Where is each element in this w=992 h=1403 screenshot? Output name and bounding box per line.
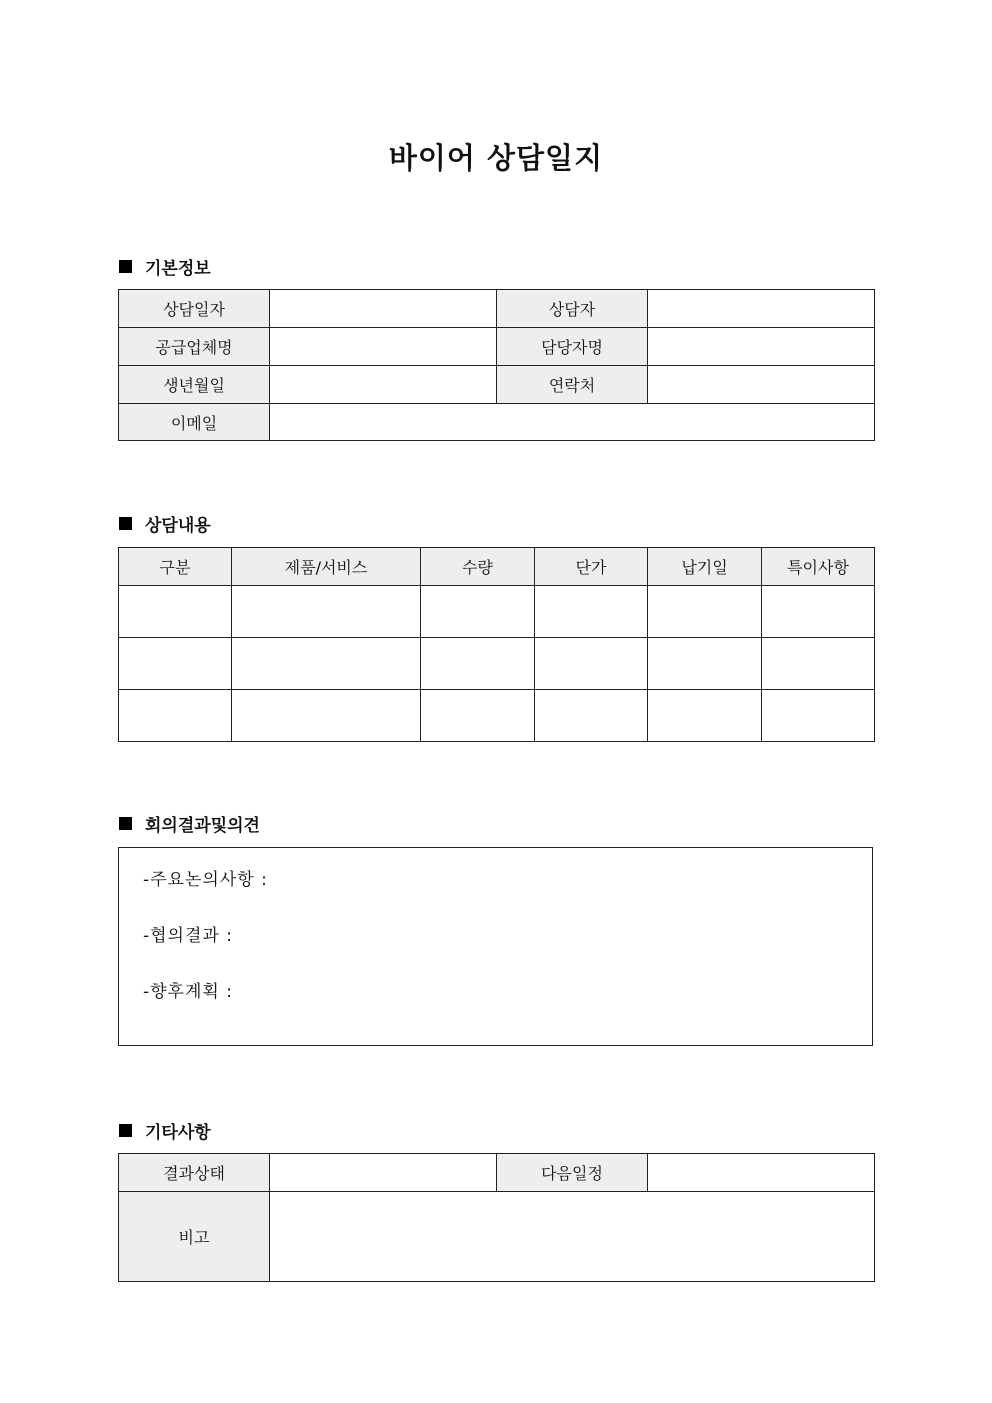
basic-info-table [118, 289, 875, 441]
table-cell[interactable] [648, 638, 762, 690]
square-bullet-icon [119, 1124, 132, 1137]
email-field[interactable] [270, 404, 875, 441]
column-header-unit-price: 단가 [535, 548, 648, 586]
meeting-notes-box[interactable] [118, 847, 873, 1046]
agreement-result-line: -협의결과 : [143, 926, 233, 946]
supplier-name-label: 공급업체명 [119, 328, 270, 366]
square-bullet-icon [119, 517, 132, 530]
next-schedule-field[interactable] [648, 1154, 875, 1192]
contact-field[interactable] [648, 366, 875, 404]
column-header-product: 제품/서비스 [232, 548, 421, 586]
table-cell[interactable] [762, 586, 875, 638]
consult-date-label: 상담일자 [119, 290, 270, 328]
table-row [119, 1154, 875, 1192]
section-heading-basic-info [119, 254, 211, 279]
remark-label: 비고 [119, 1192, 270, 1282]
column-header-remarks: 특이사항 [762, 548, 875, 586]
section-heading-label: 기타사항 [145, 1123, 211, 1143]
table-row [119, 586, 875, 638]
table-header-row [119, 548, 875, 586]
table-cell[interactable] [762, 690, 875, 742]
table-cell[interactable] [535, 638, 648, 690]
consult-table [118, 547, 875, 742]
future-plan-line: -향후계획 : [143, 982, 233, 1002]
table-cell[interactable] [535, 586, 648, 638]
table-cell[interactable] [421, 638, 535, 690]
section-heading-etc [119, 1118, 211, 1143]
consultant-label: 상담자 [497, 290, 648, 328]
section-heading-label: 상담내용 [145, 516, 211, 536]
table-cell[interactable] [421, 690, 535, 742]
square-bullet-icon [119, 817, 132, 830]
section-heading-label: 회의결과및의견 [145, 816, 260, 836]
table-row [119, 690, 875, 742]
table-cell[interactable] [232, 586, 421, 638]
square-bullet-icon [119, 260, 132, 273]
section-heading-label: 기본정보 [145, 259, 211, 279]
manager-name-field[interactable] [648, 328, 875, 366]
table-row [119, 328, 875, 366]
table-row [119, 290, 875, 328]
table-cell[interactable] [535, 690, 648, 742]
consultant-field[interactable] [648, 290, 875, 328]
table-cell[interactable] [119, 586, 232, 638]
main-discussion-line: -주요논의사항 : [143, 870, 268, 890]
birthdate-field[interactable] [270, 366, 497, 404]
etc-table [118, 1153, 875, 1282]
table-row [119, 404, 875, 441]
section-heading-consult [119, 511, 211, 536]
table-row [119, 366, 875, 404]
remark-field[interactable] [270, 1192, 875, 1282]
table-cell[interactable] [421, 586, 535, 638]
table-row [119, 1192, 875, 1282]
table-cell[interactable] [648, 586, 762, 638]
email-label: 이메일 [119, 404, 270, 441]
column-header-delivery-date: 납기일 [648, 548, 762, 586]
table-cell[interactable] [119, 690, 232, 742]
result-status-label: 결과상태 [119, 1154, 270, 1192]
next-schedule-label: 다음일정 [497, 1154, 648, 1192]
birthdate-label: 생년월일 [119, 366, 270, 404]
supplier-name-field[interactable] [270, 328, 497, 366]
table-cell[interactable] [232, 690, 421, 742]
table-cell[interactable] [232, 638, 421, 690]
column-header-quantity: 수량 [421, 548, 535, 586]
result-status-field[interactable] [270, 1154, 497, 1192]
consult-date-field[interactable] [270, 290, 497, 328]
table-cell[interactable] [762, 638, 875, 690]
manager-name-label: 담당자명 [497, 328, 648, 366]
section-heading-meeting [119, 811, 260, 836]
contact-label: 연락처 [497, 366, 648, 404]
table-row [119, 638, 875, 690]
table-cell[interactable] [648, 690, 762, 742]
document-title: 바이어 상담일지 [388, 141, 604, 175]
column-header-category: 구분 [119, 548, 232, 586]
table-cell[interactable] [119, 638, 232, 690]
